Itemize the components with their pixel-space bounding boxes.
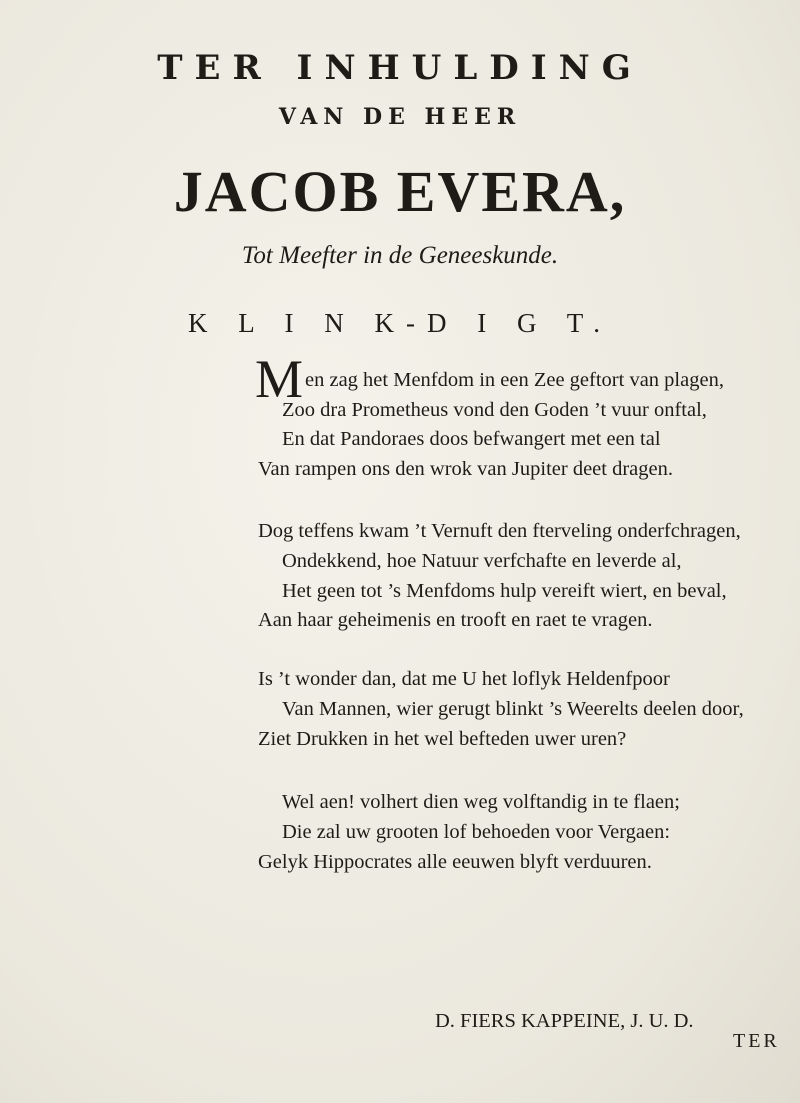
heading-van-de-heer: VAN DE HEER — [278, 104, 522, 130]
heading-genre: K L I N K-D I G T. — [188, 308, 612, 338]
poem-line: Is ’t wonder dan, dat me U het loflyk Heldenfpoor — [258, 668, 670, 690]
poem-line: Aan haar geheimenis en trooft en raet te vragen. — [258, 609, 653, 631]
poem-line: Ziet Drukken in het wel befteden uwer uren? — [258, 728, 627, 750]
poem-line: En dat Pandoraes doos befwangert met een tal — [282, 428, 661, 450]
catchword: TER — [733, 1030, 780, 1052]
signature: D. FIERS KAPPEINE, J. U. D. — [435, 1010, 694, 1032]
poem-line: Zoo dra Prometheus vond den Goden ’t vuur onftal, — [282, 399, 707, 421]
poem-line: Van rampen ons den wrok van Jupiter deet dragen. — [258, 458, 673, 480]
poem-line: en zag het Menfdom in een Zee geftort van plagen, — [305, 369, 724, 391]
poem-line: Van Mannen, wier gerugt blinkt ’s Weerelts deelen door, — [282, 698, 744, 720]
poem-line: Dog teffens kwam ’t Vernuft den fterveling onderfchragen, — [258, 520, 741, 542]
heading-title: Tot Meefter in de Geneeskunde. — [241, 242, 559, 269]
poem-line: Die zal uw grooten lof behoeden voor Vergaen: — [282, 821, 671, 843]
poem-line: Het geen tot ’s Menfdoms hulp vereift wiert, en beval, — [282, 580, 727, 602]
heading-name: JACOB EVERA, — [173, 159, 627, 224]
poem-line: Gelyk Hippocrates alle eeuwen blyft verduuren. — [258, 851, 652, 873]
drop-capital: M — [255, 349, 304, 409]
poem-line: Ondekkend, hoe Natuur verfchafte en leverde al, — [282, 550, 682, 572]
heading-ter-inhulding: TER INHULDING — [157, 48, 643, 88]
poem-line: Wel aen! volhert dien weg volftandig in te flaen; — [282, 791, 680, 813]
